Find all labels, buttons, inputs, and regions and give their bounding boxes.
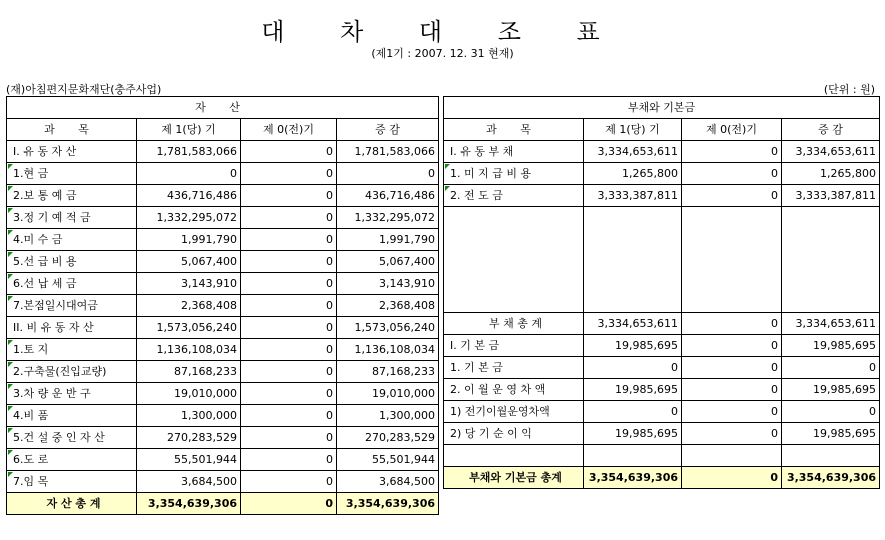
previous-amount: 0 xyxy=(241,493,337,515)
empty-row xyxy=(444,270,880,291)
change-amount: 3,684,500 xyxy=(337,471,439,493)
empty-cell xyxy=(444,207,584,229)
empty-cell xyxy=(782,445,880,467)
change-amount: 3,334,653,611 xyxy=(782,313,880,335)
previous-amount: 0 xyxy=(682,379,782,401)
account-row xyxy=(7,383,439,405)
account-label: 5.선 급 비 용 xyxy=(7,251,137,273)
empty-cell xyxy=(444,445,584,467)
account-row xyxy=(444,335,880,357)
change-amount: 19,985,695 xyxy=(782,423,880,445)
empty-cell xyxy=(584,249,682,270)
current-amount: 436,716,486 xyxy=(137,185,241,207)
cell-comment-marker xyxy=(8,450,13,455)
liabilities-column-headers xyxy=(444,119,880,141)
empty-cell xyxy=(782,270,880,291)
cell-comment-marker xyxy=(8,362,13,367)
account-row xyxy=(444,379,880,401)
previous-amount: 0 xyxy=(241,163,337,185)
previous-amount: 0 xyxy=(241,229,337,251)
cell-comment-marker xyxy=(8,296,13,301)
account-label: 2. 전 도 금 xyxy=(444,185,584,207)
empty-row xyxy=(444,207,880,229)
cell-comment-marker xyxy=(8,428,13,433)
account-row xyxy=(7,449,439,471)
cell-comment-marker xyxy=(8,340,13,345)
unit-label: (단위 : 원) xyxy=(823,83,875,96)
account-row xyxy=(7,207,439,229)
liabilities-section-row xyxy=(444,97,880,119)
empty-cell xyxy=(682,249,782,270)
current-amount: 1,265,800 xyxy=(584,163,682,185)
account-label: 3.차 량 운 반 구 xyxy=(7,383,137,405)
current-amount: 1,332,295,072 xyxy=(137,207,241,229)
cell-comment-marker xyxy=(8,406,13,411)
account-row xyxy=(7,405,439,427)
current-amount: 19,985,695 xyxy=(584,423,682,445)
current-amount: 1,991,790 xyxy=(137,229,241,251)
cell-comment-marker xyxy=(8,472,13,477)
col-header-previous: 제 0(전)기 xyxy=(682,119,782,141)
current-amount: 5,067,400 xyxy=(137,251,241,273)
cell-comment-marker xyxy=(445,164,450,169)
current-amount: 0 xyxy=(137,163,241,185)
account-label: 4.미 수 금 xyxy=(7,229,137,251)
current-amount: 270,283,529 xyxy=(137,427,241,449)
cell-comment-marker xyxy=(8,274,13,279)
empty-cell xyxy=(682,445,782,467)
account-label: 6.선 납 세 금 xyxy=(7,273,137,295)
empty-cell xyxy=(584,445,682,467)
account-label: 2.보 통 예 금 xyxy=(7,185,137,207)
change-amount: 3,354,639,306 xyxy=(782,467,880,489)
account-label: 1.토 지 xyxy=(7,339,137,361)
previous-amount: 0 xyxy=(682,357,782,379)
col-header-subject: 과 목 xyxy=(7,119,137,141)
account-label: 4.비 품 xyxy=(7,405,137,427)
section-row xyxy=(7,317,439,339)
previous-amount: 0 xyxy=(241,405,337,427)
account-label: I. 유 동 부 채 xyxy=(444,141,584,163)
change-amount: 2,368,408 xyxy=(337,295,439,317)
previous-amount: 0 xyxy=(241,471,337,493)
account-label: 자 산 총 계 xyxy=(7,493,137,515)
change-amount: 19,010,000 xyxy=(337,383,439,405)
account-label: I. 유 동 자 산 xyxy=(7,141,137,163)
account-row xyxy=(444,423,880,445)
account-label: I. 기 본 금 xyxy=(444,335,584,357)
current-amount: 19,985,695 xyxy=(584,335,682,357)
previous-amount: 0 xyxy=(241,185,337,207)
assets-column-headers xyxy=(7,119,439,141)
account-row xyxy=(7,427,439,449)
change-amount: 0 xyxy=(782,401,880,423)
account-row xyxy=(7,251,439,273)
current-amount: 3,354,639,306 xyxy=(584,467,682,489)
account-label: 2. 이 월 운 영 차 액 xyxy=(444,379,584,401)
col-header-change: 증 감 xyxy=(782,119,880,141)
previous-amount: 0 xyxy=(682,401,782,423)
empty-cell xyxy=(444,291,584,313)
subtotal-row xyxy=(444,313,880,335)
previous-amount: 0 xyxy=(682,335,782,357)
current-amount: 1,573,056,240 xyxy=(137,317,241,339)
empty-cell xyxy=(782,291,880,313)
account-label: 2) 당 기 순 이 익 xyxy=(444,423,584,445)
current-amount: 19,010,000 xyxy=(137,383,241,405)
cell-comment-marker xyxy=(8,164,13,169)
account-row xyxy=(7,295,439,317)
previous-amount: 0 xyxy=(241,361,337,383)
previous-amount: 0 xyxy=(682,163,782,185)
cell-comment-marker xyxy=(445,186,450,191)
previous-amount: 0 xyxy=(682,313,782,335)
previous-amount: 0 xyxy=(241,427,337,449)
current-amount: 87,168,233 xyxy=(137,361,241,383)
empty-cell xyxy=(782,249,880,270)
change-amount: 3,354,639,306 xyxy=(337,493,439,515)
account-label: 2.구축물(진입교량) xyxy=(7,361,137,383)
total-row xyxy=(444,467,880,489)
empty-cell xyxy=(682,228,782,249)
change-amount: 1,573,056,240 xyxy=(337,317,439,339)
account-label: 1. 기 본 금 xyxy=(444,357,584,379)
empty-cell xyxy=(584,228,682,249)
empty-row xyxy=(444,291,880,313)
previous-amount: 0 xyxy=(682,141,782,163)
previous-amount: 0 xyxy=(241,141,337,163)
previous-amount: 0 xyxy=(682,185,782,207)
change-amount: 5,067,400 xyxy=(337,251,439,273)
current-amount: 0 xyxy=(584,401,682,423)
change-amount: 1,991,790 xyxy=(337,229,439,251)
account-row xyxy=(7,185,439,207)
liabilities-table xyxy=(443,96,880,489)
account-row xyxy=(7,163,439,185)
empty-cell xyxy=(584,291,682,313)
col-header-current: 제 1(당) 기 xyxy=(584,119,682,141)
previous-amount: 0 xyxy=(241,273,337,295)
col-header-current: 제 1(당) 기 xyxy=(137,119,241,141)
account-label: 6.도 로 xyxy=(7,449,137,471)
account-label: 1. 미 지 급 비 용 xyxy=(444,163,584,185)
change-amount: 1,332,295,072 xyxy=(337,207,439,229)
cell-comment-marker xyxy=(8,186,13,191)
section-row xyxy=(444,141,880,163)
change-amount: 1,136,108,034 xyxy=(337,339,439,361)
change-amount: 19,985,695 xyxy=(782,379,880,401)
current-amount: 0 xyxy=(584,357,682,379)
change-amount: 1,265,800 xyxy=(782,163,880,185)
col-header-change: 증 감 xyxy=(337,119,439,141)
empty-cell xyxy=(682,207,782,229)
change-amount: 3,333,387,811 xyxy=(782,185,880,207)
account-label: 5.건 설 중 인 자 산 xyxy=(7,427,137,449)
change-amount: 270,283,529 xyxy=(337,427,439,449)
change-amount: 0 xyxy=(337,163,439,185)
previous-amount: 0 xyxy=(241,207,337,229)
empty-cell xyxy=(444,270,584,291)
account-row xyxy=(7,229,439,251)
cell-comment-marker xyxy=(8,230,13,235)
previous-amount: 0 xyxy=(241,339,337,361)
empty-cell xyxy=(444,228,584,249)
empty-row xyxy=(444,249,880,270)
assets-table xyxy=(6,96,439,515)
change-amount: 436,716,486 xyxy=(337,185,439,207)
col-header-subject: 과 목 xyxy=(444,119,584,141)
empty-row xyxy=(444,445,880,467)
section-row xyxy=(7,141,439,163)
change-amount: 1,781,583,066 xyxy=(337,141,439,163)
account-row xyxy=(7,273,439,295)
account-row xyxy=(444,185,880,207)
current-amount: 3,334,653,611 xyxy=(584,141,682,163)
account-label: 1.현 금 xyxy=(7,163,137,185)
change-amount: 1,300,000 xyxy=(337,405,439,427)
account-label: II. 비 유 동 자 산 xyxy=(7,317,137,339)
change-amount: 3,334,653,611 xyxy=(782,141,880,163)
report-title: 대 차 대 조 표 xyxy=(261,18,624,46)
account-label: 1) 전기이월운영차액 xyxy=(444,401,584,423)
empty-cell xyxy=(682,291,782,313)
previous-amount: 0 xyxy=(241,295,337,317)
account-row xyxy=(444,357,880,379)
report-subtitle: (제1기 : 2007. 12. 31 현재) xyxy=(371,47,514,60)
account-row xyxy=(7,339,439,361)
empty-cell xyxy=(584,270,682,291)
account-row xyxy=(7,361,439,383)
cell-comment-marker xyxy=(8,384,13,389)
account-label: 부채와 기본금 총계 xyxy=(444,467,584,489)
current-amount: 1,300,000 xyxy=(137,405,241,427)
current-amount: 3,684,500 xyxy=(137,471,241,493)
previous-amount: 0 xyxy=(241,317,337,339)
total-row xyxy=(7,493,439,515)
empty-cell xyxy=(444,249,584,270)
organization-name: (재)아침편지문화재단(충주사업) xyxy=(6,83,162,96)
current-amount: 19,985,695 xyxy=(584,379,682,401)
balance-sheet xyxy=(6,96,879,516)
current-amount: 1,781,583,066 xyxy=(137,141,241,163)
previous-amount: 0 xyxy=(241,449,337,471)
change-amount: 55,501,944 xyxy=(337,449,439,471)
assets-section-header: 자 산 xyxy=(7,97,439,119)
empty-row xyxy=(444,228,880,249)
empty-cell xyxy=(682,270,782,291)
cell-comment-marker xyxy=(8,208,13,213)
previous-amount: 0 xyxy=(682,423,782,445)
account-row xyxy=(444,163,880,185)
col-header-previous: 제 0(전)기 xyxy=(241,119,337,141)
current-amount: 3,333,387,811 xyxy=(584,185,682,207)
current-amount: 3,354,639,306 xyxy=(137,493,241,515)
previous-amount: 0 xyxy=(241,383,337,405)
account-row xyxy=(444,401,880,423)
change-amount: 0 xyxy=(782,357,880,379)
cell-comment-marker xyxy=(8,252,13,257)
change-amount: 3,143,910 xyxy=(337,273,439,295)
current-amount: 3,334,653,611 xyxy=(584,313,682,335)
change-amount: 19,985,695 xyxy=(782,335,880,357)
account-label: 3.정 기 예 적 금 xyxy=(7,207,137,229)
current-amount: 55,501,944 xyxy=(137,449,241,471)
assets-section-row xyxy=(7,97,439,119)
change-amount: 87,168,233 xyxy=(337,361,439,383)
empty-cell xyxy=(584,207,682,229)
previous-amount: 0 xyxy=(682,467,782,489)
previous-amount: 0 xyxy=(241,251,337,273)
account-label: 7.본점일시대여금 xyxy=(7,295,137,317)
current-amount: 2,368,408 xyxy=(137,295,241,317)
account-row xyxy=(7,471,439,493)
empty-cell xyxy=(782,207,880,229)
current-amount: 3,143,910 xyxy=(137,273,241,295)
current-amount: 1,136,108,034 xyxy=(137,339,241,361)
liabilities-section-header: 부채와 기본금 xyxy=(444,97,880,119)
account-label: 부 채 총 계 xyxy=(444,313,584,335)
account-label: 7.임 목 xyxy=(7,471,137,493)
empty-cell xyxy=(782,228,880,249)
